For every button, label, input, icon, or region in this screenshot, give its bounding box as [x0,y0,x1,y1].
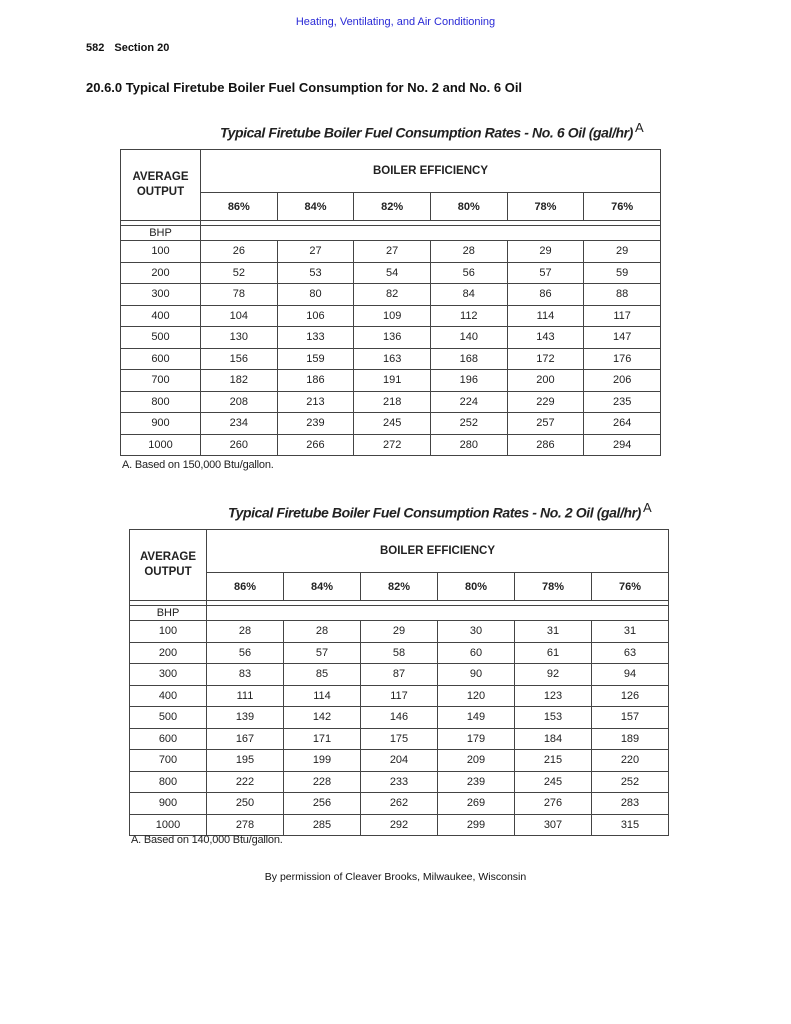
efficiency-cell: 82% [361,573,438,601]
value-cell: 252 [430,413,507,435]
table-footnote-no2: A. Based on 140,000 Btu/gallon. [131,834,283,846]
table-row [130,728,669,750]
value-cell: 54 [354,262,431,284]
value-cell: 234 [201,413,278,435]
value-cell: 82 [354,284,431,306]
table-title-no6 [220,120,643,141]
value-cell: 278 [207,814,284,836]
value-cell: 136 [354,327,431,349]
efficiency-row [121,193,661,221]
value-cell: 56 [207,642,284,664]
table-row [121,413,661,435]
running-title-link[interactable]: Heating, Ventilating, and Air Conditioning [295,16,496,28]
efficiency-cell: 86% [201,193,278,221]
bhp-cell: 900 [130,793,207,815]
fuel-table-no2 [129,529,669,836]
header-row [121,150,661,193]
footnote-marker: A [634,120,644,135]
efficiency-cell: 76% [592,573,669,601]
table-row [130,771,669,793]
bhp-cell: 100 [121,241,201,263]
table-footnote-no6: A. Based on 150,000 Btu/gallon. [122,459,274,471]
table-row [121,284,661,306]
bhp-cell: 500 [121,327,201,349]
table-row [121,434,661,456]
value-cell: 233 [361,771,438,793]
value-cell: 61 [515,642,592,664]
value-cell: 285 [284,814,361,836]
value-cell: 140 [430,327,507,349]
value-cell: 117 [361,685,438,707]
bhp-cell: 700 [121,370,201,392]
value-cell: 299 [438,814,515,836]
value-cell: 56 [430,262,507,284]
table-row [130,621,669,643]
bhp-cell: 800 [121,391,201,413]
value-cell: 149 [438,707,515,729]
value-cell: 31 [592,621,669,643]
table-row [130,664,669,686]
value-cell: 28 [207,621,284,643]
value-cell: 176 [584,348,661,370]
unit-row-blank [201,226,661,241]
value-cell: 133 [277,327,354,349]
page-number: 582 [86,42,105,54]
value-cell: 88 [584,284,661,306]
value-cell: 184 [515,728,592,750]
value-cell: 307 [515,814,592,836]
footnote-marker: A [642,500,652,515]
value-cell: 78 [201,284,278,306]
value-cell: 204 [361,750,438,772]
table-title-text: Typical Firetube Boiler Fuel Consumption Rates - No. 2 Oil (gal/hr) [228,504,641,521]
value-cell: 222 [207,771,284,793]
table-row [130,685,669,707]
value-cell: 189 [592,728,669,750]
value-cell: 94 [592,664,669,686]
value-cell: 63 [592,642,669,664]
value-cell: 28 [284,621,361,643]
efficiency-row [130,573,669,601]
value-cell: 294 [584,434,661,456]
value-cell: 111 [207,685,284,707]
boiler-efficiency-header: BOILER EFFICIENCY [201,150,661,193]
value-cell: 130 [201,327,278,349]
value-cell: 30 [438,621,515,643]
bhp-cell: 500 [130,707,207,729]
section-heading: 20.6.0 Typical Firetube Boiler Fuel Consumption for No. 2 and No. 6 Oil [86,80,523,95]
value-cell: 53 [277,262,354,284]
value-cell: 283 [592,793,669,815]
average-output-header: AVERAGE OUTPUT [121,150,201,221]
table-row [121,262,661,284]
value-cell: 195 [207,750,284,772]
efficiency-cell: 80% [438,573,515,601]
efficiency-cell: 78% [507,193,584,221]
value-cell: 120 [438,685,515,707]
value-cell: 262 [361,793,438,815]
header-row [130,530,669,573]
value-cell: 109 [354,305,431,327]
value-cell: 26 [201,241,278,263]
value-cell: 84 [430,284,507,306]
value-cell: 208 [201,391,278,413]
value-cell: 220 [592,750,669,772]
value-cell: 157 [592,707,669,729]
efficiency-cell: 82% [354,193,431,221]
value-cell: 153 [515,707,592,729]
value-cell: 90 [438,664,515,686]
value-cell: 86 [507,284,584,306]
value-cell: 269 [438,793,515,815]
value-cell: 29 [361,621,438,643]
unit-row [130,606,669,621]
table-row [130,750,669,772]
bhp-unit-label: BHP [121,226,201,241]
table-row [130,793,669,815]
value-cell: 229 [507,391,584,413]
value-cell: 114 [284,685,361,707]
value-cell: 260 [201,434,278,456]
value-cell: 175 [361,728,438,750]
value-cell: 272 [354,434,431,456]
value-cell: 123 [515,685,592,707]
unit-row [121,226,661,241]
table-row [121,305,661,327]
value-cell: 199 [284,750,361,772]
value-cell: 159 [277,348,354,370]
section-label: Section 20 [114,42,170,54]
value-cell: 206 [584,370,661,392]
value-cell: 167 [207,728,284,750]
bhp-cell: 900 [121,413,201,435]
value-cell: 280 [430,434,507,456]
value-cell: 29 [584,241,661,263]
bhp-cell: 200 [121,262,201,284]
value-cell: 196 [430,370,507,392]
bhp-cell: 200 [130,642,207,664]
value-cell: 87 [361,664,438,686]
value-cell: 213 [277,391,354,413]
value-cell: 146 [361,707,438,729]
efficiency-cell: 80% [430,193,507,221]
bhp-cell: 300 [130,664,207,686]
boiler-efficiency-header: BOILER EFFICIENCY [207,530,669,573]
value-cell: 218 [354,391,431,413]
value-cell: 143 [507,327,584,349]
value-cell: 156 [201,348,278,370]
bhp-cell: 100 [130,621,207,643]
value-cell: 250 [207,793,284,815]
value-cell: 163 [354,348,431,370]
value-cell: 60 [438,642,515,664]
bhp-cell: 1000 [121,434,201,456]
bhp-cell: 300 [121,284,201,306]
value-cell: 92 [515,664,592,686]
value-cell: 257 [507,413,584,435]
value-cell: 215 [515,750,592,772]
value-cell: 200 [507,370,584,392]
value-cell: 182 [201,370,278,392]
value-cell: 239 [438,771,515,793]
value-cell: 29 [507,241,584,263]
bhp-cell: 400 [130,685,207,707]
efficiency-cell: 84% [277,193,354,221]
value-cell: 209 [438,750,515,772]
value-cell: 31 [515,621,592,643]
value-cell: 104 [201,305,278,327]
table-row [121,327,661,349]
value-cell: 85 [284,664,361,686]
value-cell: 126 [592,685,669,707]
efficiency-cell: 86% [207,573,284,601]
value-cell: 292 [361,814,438,836]
bhp-unit-label: BHP [130,606,207,621]
efficiency-cell: 76% [584,193,661,221]
value-cell: 264 [584,413,661,435]
value-cell: 112 [430,305,507,327]
table-row [130,642,669,664]
bhp-cell: 600 [121,348,201,370]
value-cell: 171 [284,728,361,750]
table-title-no2 [228,500,651,521]
bhp-cell: 800 [130,771,207,793]
bhp-cell: 600 [130,728,207,750]
bhp-cell: 1000 [130,814,207,836]
table-row [121,241,661,263]
table-row [130,707,669,729]
value-cell: 106 [277,305,354,327]
value-cell: 235 [584,391,661,413]
value-cell: 179 [438,728,515,750]
value-cell: 286 [507,434,584,456]
value-cell: 83 [207,664,284,686]
efficiency-cell: 78% [515,573,592,601]
value-cell: 27 [354,241,431,263]
permission-credit: By permission of Cleaver Brooks, Milwaukee, Wisconsin [264,871,527,883]
value-cell: 27 [277,241,354,263]
value-cell: 239 [277,413,354,435]
value-cell: 245 [354,413,431,435]
value-cell: 57 [507,262,584,284]
page-header [86,42,169,54]
value-cell: 80 [277,284,354,306]
value-cell: 224 [430,391,507,413]
value-cell: 28 [430,241,507,263]
value-cell: 276 [515,793,592,815]
value-cell: 315 [592,814,669,836]
efficiency-cell: 84% [284,573,361,601]
bhp-cell: 700 [130,750,207,772]
table-row [121,391,661,413]
value-cell: 256 [284,793,361,815]
value-cell: 252 [592,771,669,793]
value-cell: 58 [361,642,438,664]
value-cell: 168 [430,348,507,370]
value-cell: 52 [201,262,278,284]
table-title-text: Typical Firetube Boiler Fuel Consumption Rates - No. 6 Oil (gal/hr) [220,124,633,141]
table-row [130,814,669,836]
value-cell: 186 [277,370,354,392]
value-cell: 57 [284,642,361,664]
fuel-table-no6 [120,149,661,456]
bhp-cell: 400 [121,305,201,327]
value-cell: 266 [277,434,354,456]
table-row [121,348,661,370]
value-cell: 59 [584,262,661,284]
value-cell: 114 [507,305,584,327]
value-cell: 142 [284,707,361,729]
unit-row-blank [207,606,669,621]
value-cell: 245 [515,771,592,793]
value-cell: 228 [284,771,361,793]
value-cell: 172 [507,348,584,370]
table-row [121,370,661,392]
average-output-header: AVERAGE OUTPUT [130,530,207,601]
value-cell: 117 [584,305,661,327]
value-cell: 147 [584,327,661,349]
value-cell: 191 [354,370,431,392]
value-cell: 139 [207,707,284,729]
